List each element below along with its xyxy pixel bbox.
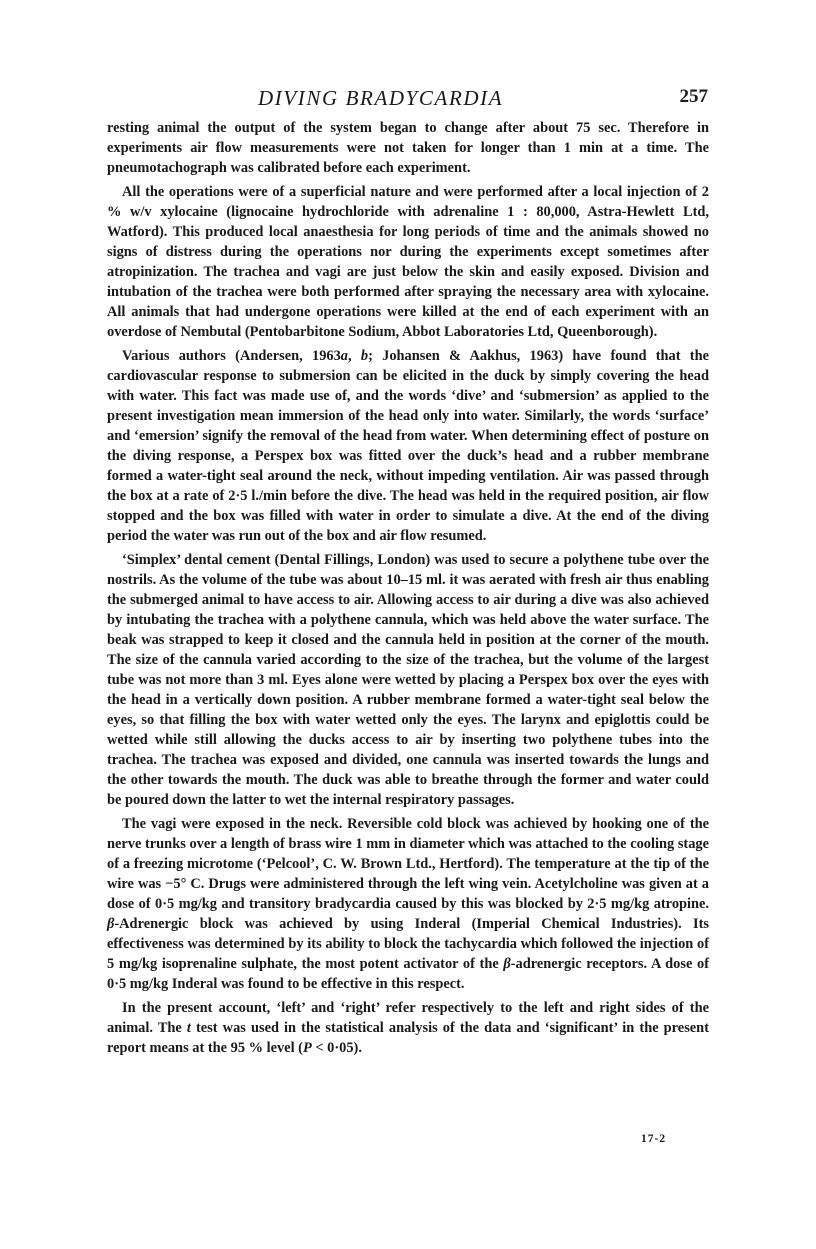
signature-folio: 17-2 [641,1133,667,1145]
italic-run: b [360,348,369,364]
body-text [107,118,709,1062]
body-paragraph [107,182,709,342]
body-paragraph [107,118,709,178]
text-run: All the operations were of a superficial nature and were performed after a local injection of 2 % w/v xylocaine (lignocaine hydrochloride with adrenaline 1 : 80,000, Astra-Hewlett Ltd, Watford). This produced local anaesthesia for long periods of time and the animals showed no signs of distress during the operations nor during the experiments except sometimes after atropinization. The trachea and vagi are just below the skin and easily exposed. Division and intubation of the trachea were both performed after spraying the necessary area with xylocaine. All animals that had undergone operations were killed at the end of each experiment with an overdose of Nembutal (Pentobarbitone Sodium, Abbot Laboratories Ltd, Queenborough). [107,184,709,340]
body-paragraph [107,550,709,810]
text-run: Various authors (Andersen, 1963 [122,348,341,364]
text-run: , [348,348,361,364]
italic-run: β [503,956,511,972]
body-paragraph [107,814,709,994]
text-run: ; Johansen & Aakhus, 1963) have found that the cardiovascular response to submersion can be elicited in the duck by simply covering the head with water. This fact was made use of, and the words ‘dive’ and ‘submersion’ as applied to the present investigation mean immersion of the head only into water. Similarly, the words ‘surface’ and ‘emersion’ signify the removal of the head from water. When determining effect of posture on the diving response, a Perspex box was fitted over the duck’s head and a rubber membrane formed a water-tight seal around the neck, without impeding ventilation. Air was passed through the box at a rate of 2·5 l./min before the dive. The head was held in the required position, air flow stopped and the box was filled with water in order to simulate a dive. At the end of the diving period the water was run out of the box and air flow resumed. [107,348,709,544]
text-run: -adrenergic receptors. A dose of 0·5 mg/kg Inderal was found to be effective in this respect. [107,956,709,992]
text-run: The vagi were exposed in the neck. Reversible cold block was achieved by hooking one of the nerve trunks over a length of brass wire 1 mm in diameter which was attached to the cooling stage of a freezing microtome (‘Pelcool’, C. W. Brown Ltd., Hertford). The temperature at the tip of the wire was −5° C. Drugs were administered through the left wing vein. Acetylcholine was given at a dose of 0·5 mg/kg and transitory bradycardia caused by this was blocked by 2·5 mg/kg atropine. [107,816,709,912]
italic-run: β [107,916,115,932]
body-paragraph [107,346,709,546]
running-title: DIVING BRADYCARDIA [258,86,504,110]
text-run: In the present account, ‘left’ and ‘right’ refer respectively to the left and right sides of the animal. The [107,1000,709,1036]
italic-run: a [340,348,348,364]
text-run: resting animal the output of the system began to change after about 75 sec. Therefore in experiments air flow measurements were not taken for longer than 1 min at a time. The pneumotachograph was calibrated before each experiment. [107,120,709,176]
body-paragraph [107,998,709,1058]
text-run: ‘Simplex’ dental cement (Dental Fillings, London) was used to secure a polythene tube over the nostrils. As the volume of the tube was about 10–15 ml. it was aerated with fresh air thus enabling the submerged animal to have access to air. Allowing access to air during a dive was also achieved by intubating the trachea with a polythene cannula, which was held above the water surface. The beak was strapped to keep it closed and the cannula held in position at the corner of the mouth. The size of the cannula varied according to the size of the trachea, but the volume of the largest tube was not more than 3 ml. Eyes alone were wetted by placing a Perspex box over the eyes with the head in a vertically down position. A rubber membrane formed a water-tight seal below the eyes, so that filling the box with water wetted only the eyes. The larynx and epiglottis could be wetted while still allowing the ducks access to air by inserting two polythene tubes into the trachea. The trachea was exposed and divided, one cannula was inserted towards the lungs and the other towards the mouth. The duck was able to breathe through the former and water could be poured down the latter to wet the internal respiratory passages. [107,552,709,808]
text-run: test was used in the statistical analysis of the data and ‘significant’ in the present report means at the 95 % level ( [107,1020,709,1056]
text-run: -Adrenergic block was achieved by using Inderal (Imperial Chemical Industries). Its effectiveness was determined by its ability to block the tachycardia which followed the injection of 5 mg/kg isoprenaline sulphate, the most potent activator of the [107,916,709,972]
running-head [258,86,708,116]
italic-run: t [186,1020,191,1036]
text-run: < 0·05). [311,1040,362,1056]
italic-run: P [302,1040,312,1056]
page-number: 257 [679,86,708,107]
